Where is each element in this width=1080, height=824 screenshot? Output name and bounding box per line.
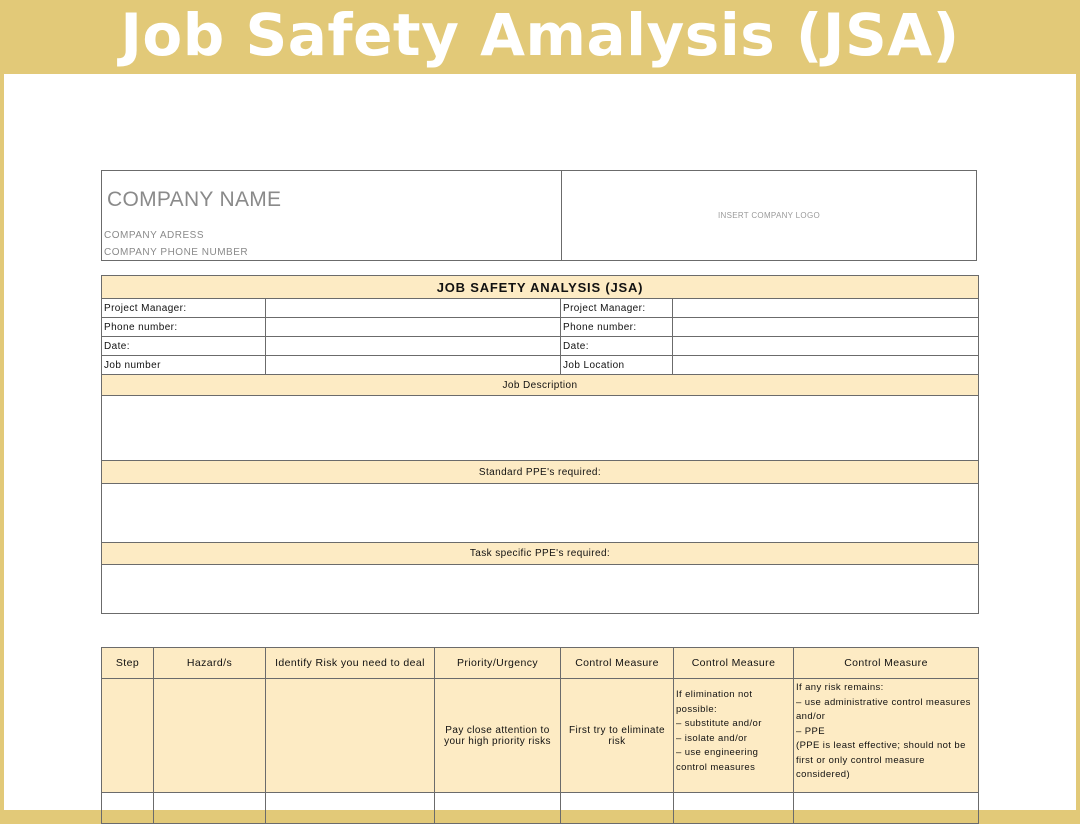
control-3-cell[interactable] bbox=[794, 793, 979, 824]
guide-risk-cell bbox=[266, 679, 435, 793]
standard-ppe-header: Standard PPE's required: bbox=[102, 461, 979, 484]
guide-control-3 bbox=[794, 679, 979, 793]
title-banner bbox=[0, 0, 1080, 74]
form-title: JOB SAFETY ANALYSIS (JSA) bbox=[102, 276, 979, 299]
guide-priority: Pay close attention to your high priority risks bbox=[435, 679, 561, 793]
company-phone: COMPANY PHONE NUMBER bbox=[104, 247, 249, 258]
guide-control-3-line: If any risk remains: bbox=[796, 682, 884, 693]
job-description-field[interactable] bbox=[102, 396, 979, 461]
project-manager-field[interactable] bbox=[266, 299, 561, 318]
guide-control-2 bbox=[674, 679, 794, 793]
column-header-control-3: Control Measure bbox=[794, 648, 979, 679]
task-ppe-field[interactable] bbox=[102, 565, 979, 614]
risk-cell[interactable] bbox=[266, 793, 435, 824]
job-location-label: Job Location bbox=[561, 356, 673, 375]
project-manager-field-2[interactable] bbox=[673, 299, 979, 318]
company-logo-area bbox=[562, 171, 976, 260]
guide-hazard-cell bbox=[154, 679, 266, 793]
priority-cell[interactable] bbox=[435, 793, 561, 824]
project-manager-label: Project Manager: bbox=[102, 299, 266, 318]
date-field-2[interactable] bbox=[673, 337, 979, 356]
guide-control-2-line: If elimination not possible: bbox=[676, 689, 753, 715]
job-number-label: Job number bbox=[102, 356, 266, 375]
step-cell[interactable] bbox=[102, 793, 154, 824]
date-field[interactable] bbox=[266, 337, 561, 356]
steps-table bbox=[101, 647, 979, 824]
phone-number-label: Phone number: bbox=[102, 318, 266, 337]
job-number-field[interactable] bbox=[266, 356, 561, 375]
guide-step-cell bbox=[102, 679, 154, 793]
control-1-cell[interactable] bbox=[561, 793, 674, 824]
guide-control-2-line: – substitute and/or bbox=[676, 718, 762, 729]
guide-control-3-line: – PPE bbox=[796, 725, 825, 737]
jsa-form bbox=[101, 275, 979, 614]
column-header-step: Step bbox=[102, 648, 154, 679]
date-label: Date: bbox=[102, 337, 266, 356]
hazard-cell[interactable] bbox=[154, 793, 266, 824]
guide-control-2-line: – isolate and/or bbox=[676, 732, 748, 744]
guide-control-1: First try to eliminate risk bbox=[561, 679, 674, 793]
guide-control-3-line: – use administrative control measures and/or bbox=[796, 696, 971, 722]
logo-placeholder: INSERT COMPANY LOGO bbox=[717, 211, 821, 220]
column-header-risk: Identify Risk you need to deal bbox=[266, 648, 435, 679]
column-header-priority: Priority/Urgency bbox=[435, 648, 561, 679]
company-address: COMPANY ADRESS bbox=[104, 230, 204, 241]
date-label-2: Date: bbox=[561, 337, 673, 356]
company-header bbox=[101, 170, 977, 261]
company-info bbox=[102, 171, 562, 260]
standard-ppe-field[interactable] bbox=[102, 484, 979, 543]
column-header-control-2: Control Measure bbox=[674, 648, 794, 679]
job-description-header: Job Description bbox=[102, 375, 979, 396]
company-name: COMPANY NAME bbox=[107, 188, 282, 211]
task-ppe-header: Task specific PPE's required: bbox=[102, 543, 979, 565]
column-header-control-1: Control Measure bbox=[561, 648, 674, 679]
project-manager-label-2: Project Manager: bbox=[561, 299, 673, 318]
guide-control-2-line: – use engineering control measures bbox=[676, 747, 759, 773]
column-header-hazards: Hazard/s bbox=[154, 648, 266, 679]
phone-number-field[interactable] bbox=[266, 318, 561, 337]
control-2-cell[interactable] bbox=[674, 793, 794, 824]
guide-control-3-line: (PPE is least effective; should not be first or only control measure considered) bbox=[796, 740, 966, 780]
phone-number-field-2[interactable] bbox=[673, 318, 979, 337]
job-location-field[interactable] bbox=[673, 356, 979, 375]
phone-number-label-2: Phone number: bbox=[561, 318, 673, 337]
banner-title: Job Safety Amalysis (JSA) bbox=[120, 1, 960, 69]
